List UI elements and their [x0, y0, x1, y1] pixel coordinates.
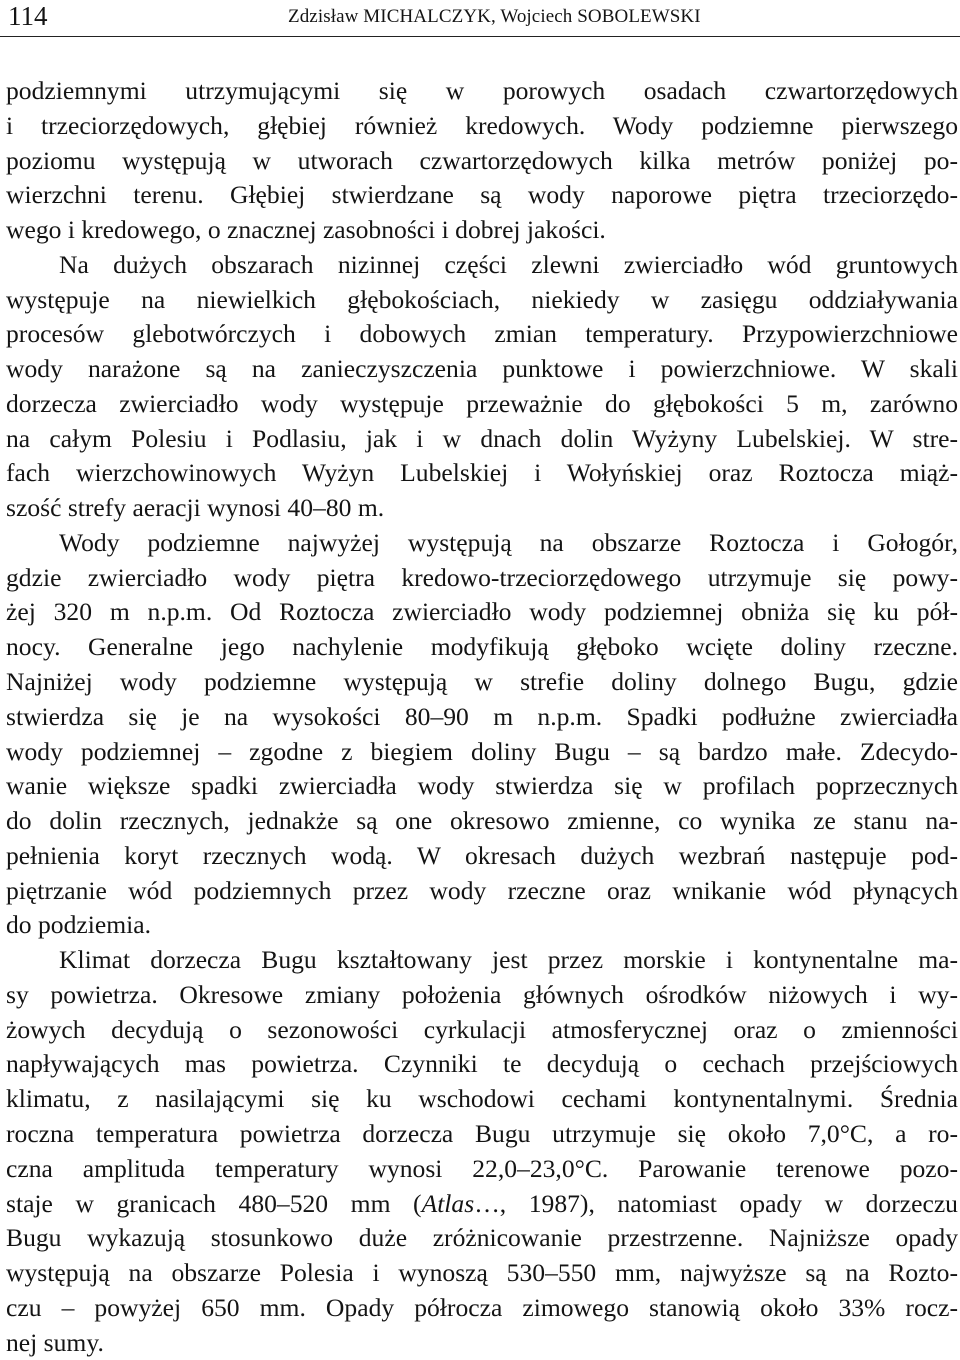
text-line: dorzecza zwierciadło wody występuje przeważnie do głębokości 5 m, zarówno: [6, 388, 958, 418]
text-line: napływających mas powietrza. Czynniki te decydują o cechach przejściowych: [6, 1049, 958, 1079]
text-line: szość strefy aeracji wynosi 40–80 m.: [6, 493, 385, 523]
text-line: żej 320 m n.p.m. Od Roztocza zwierciadło wody podziemnej obniża się ku pół-: [6, 597, 958, 627]
text-line: wego i kredowego, o znacznej zasobności i dobrej jakości.: [6, 215, 606, 245]
text-line: Bugu wykazują stosunkowo duże zróżnicowanie przestrzenne. Najniższe opady: [6, 1223, 958, 1253]
text-line: procesów glebotwórczych i dobowych zmian temperatury. Przypowierzchniowe: [6, 319, 958, 349]
text-line: staje w granicach 480–520 mm (Atlas…, 1987), natomiast opady w dorzeczu: [6, 1188, 958, 1218]
page-header: [0, 0, 960, 37]
text-line: nej sumy.: [6, 1327, 104, 1357]
page-number: 114: [8, 1, 48, 31]
text-line: czna amplituda temperatury wynosi 22,0–23,0°C. Parowanie terenowe pozo-: [6, 1153, 958, 1183]
text-line: występują na obszarze Polesia i wynoszą 530–550 mm, najwyższe są na Rozto-: [6, 1258, 958, 1288]
text-line: gdzie zwierciadło wody piętra kredowo-trzeciorzędowego utrzymuje się powy-: [6, 562, 958, 592]
text-line: żowych decydują o sezonowości cyrkulacji atmosferycznej oraz o zmienności: [6, 1014, 958, 1044]
text-line: stwierdza się je na wysokości 80–90 m n.p.m. Spadki podłużne zwierciadła: [6, 701, 958, 731]
body-text: [6, 74, 958, 1360]
text-line: podziemnymi utrzymującymi się w porowych osadach czwartorzędowych: [6, 76, 958, 105]
text-line: wanie większe spadki zwierciadła wody stwierdza się w profilach poprzecznych: [6, 771, 958, 801]
citation-title: Atlas: [421, 1188, 475, 1218]
text-line: sy powietrza. Okresowe zmiany położenia głównych ośrodków niżowych i wy-: [6, 979, 958, 1009]
text-line: roczna temperatura powietrza dorzecza Bugu utrzymuje się około 7,0°C, a ro-: [6, 1118, 958, 1148]
text-line: wody narażone są na zanieczyszczenia punktowe i powierzchniowe. W skali: [6, 354, 958, 384]
text-line: pełnienia koryt rzecznych wodą. W okresach dużych wezbrań następuje pod-: [6, 840, 958, 870]
text-line: na całym Polesiu i Podlasiu, jak i w dnach dolin Wyżyny Lubelskiej. W stre-: [6, 423, 958, 453]
text-line: czu – powyżej 650 mm. Opady półrocza zimowego stanowią około 33% rocz-: [6, 1292, 958, 1322]
text-line: do dolin rzecznych, jednakże są one okresowo zmienne, co wynika ze stanu na-: [6, 806, 958, 836]
text-line: występuje na niewielkich głębokościach, niekiedy w zasięgu oddziaływania: [6, 284, 958, 314]
text-line: klimatu, z nasilającymi się ku wschodowi cechami kontynentalnymi. Średnia: [6, 1084, 958, 1114]
text-line: do podziemia.: [6, 910, 151, 940]
text-line: wody podziemnej – zgodne z biegiem doliny Bugu – są bardzo małe. Zdecydo-: [6, 736, 958, 766]
text-line: i trzeciorzędowych, głębiej również kredowych. Wody podziemne pierwszego: [6, 110, 958, 140]
text-line: nocy. Generalne jego nachylenie modyfikują głęboko wcięte doliny rzeczne.: [6, 632, 958, 662]
text-line: fach wierzchowinowych Wyżyn Lubelskiej i Wołyńskiej oraz Roztocza miąż-: [6, 458, 958, 488]
paragraph-first-line: Na dużych obszarach nizinnej części zlewni zwierciadło wód gruntowych: [59, 249, 958, 279]
text-line: piętrzanie wód podziemnych przez wody rzeczne oraz wnikanie wód płynących: [6, 875, 958, 905]
paragraph-first-line: Klimat dorzecza Bugu kształtowany jest przez morskie i kontynentalne ma-: [59, 945, 958, 975]
running-head-authors: Zdzisław MICHALCZYK, Wojciech SOBOLEWSKI: [288, 6, 701, 27]
text-line: Najniżej wody podziemne występują w strefie doliny dolnego Bugu, gdzie: [6, 667, 958, 697]
text-line: wierzchni terenu. Głębiej stwierdzane są wody naporowe piętra trzeciorzędo-: [6, 180, 958, 210]
text-line: poziomu występują w utworach czwartorzędowych kilka metrów poniżej po-: [6, 145, 958, 175]
paragraph-first-line: Wody podziemne najwyżej występują na obszarze Roztocza i Gołogór,: [59, 527, 958, 557]
